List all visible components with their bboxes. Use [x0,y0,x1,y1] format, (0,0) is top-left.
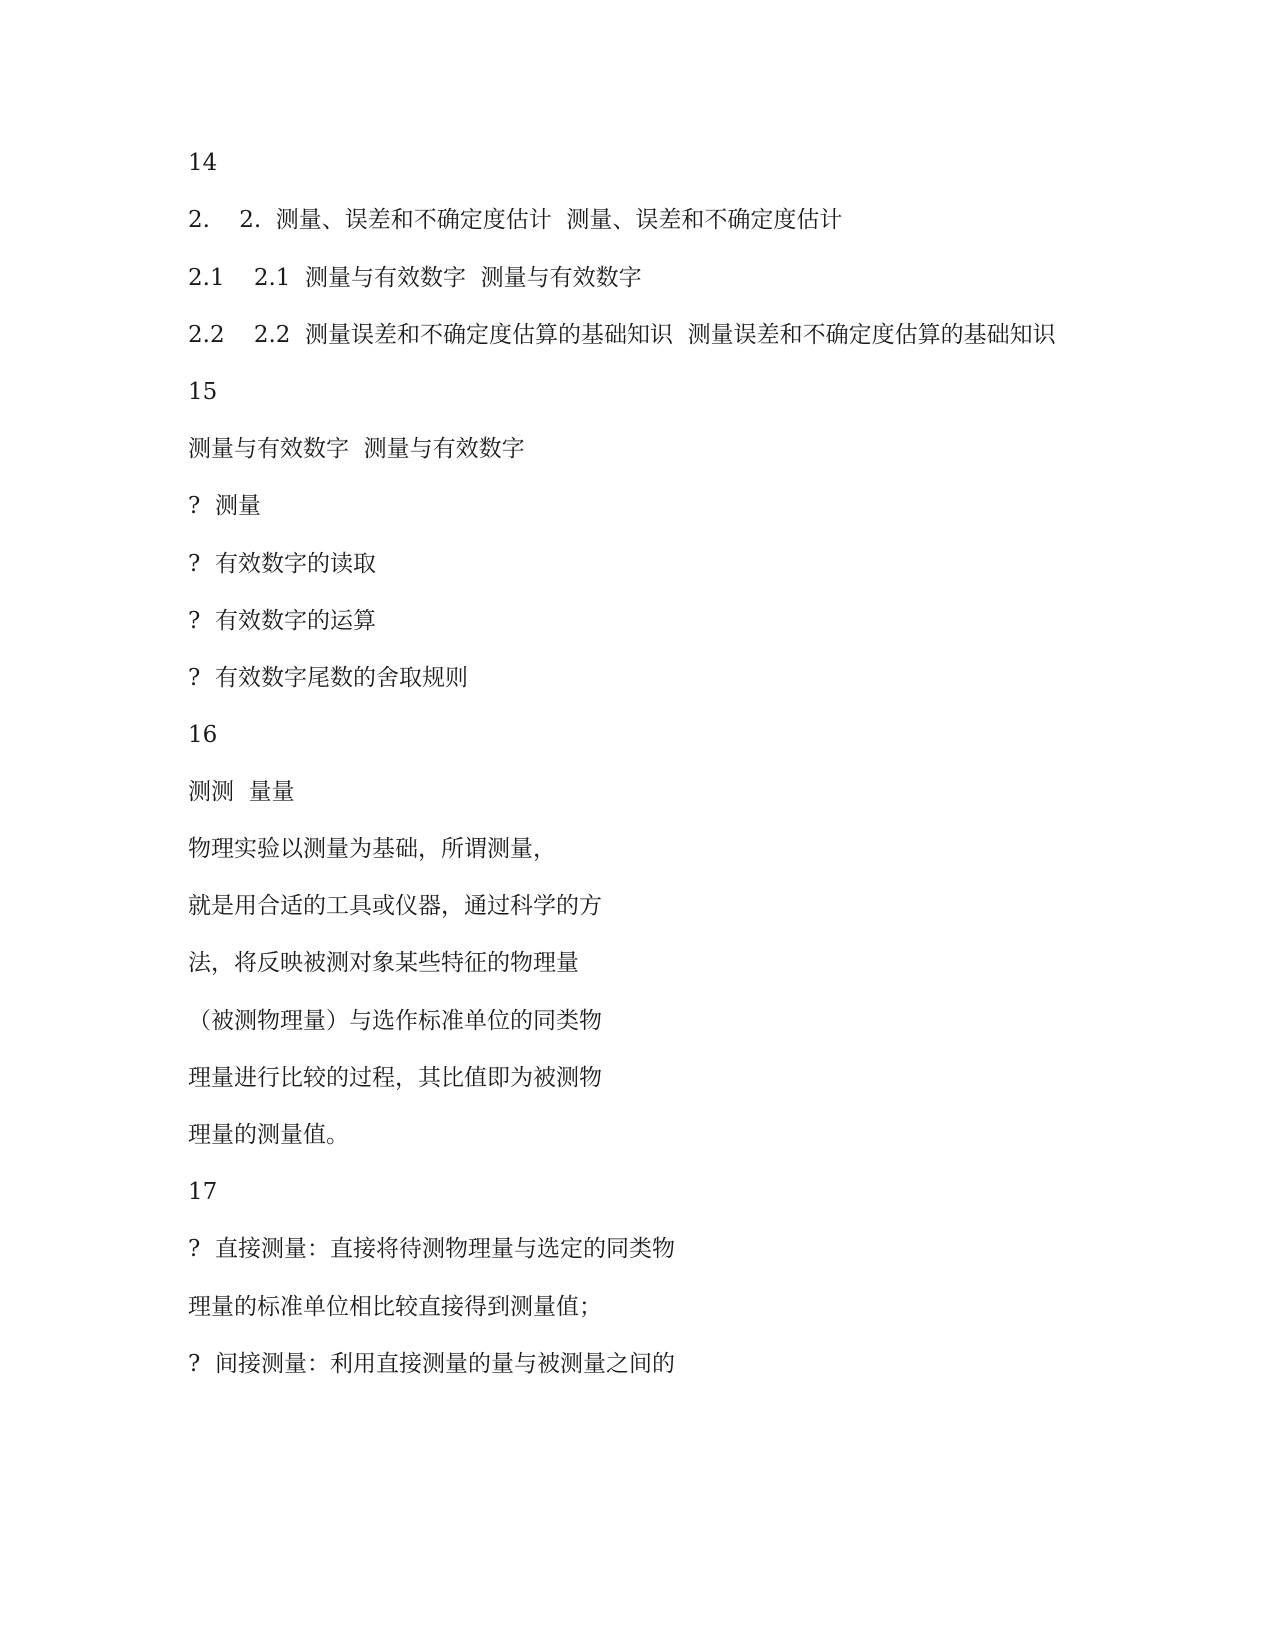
paragraph-line: 理量的标准单位相比较直接得到测量值； [188,1294,602,1320]
page-number-17: 17 [188,1179,218,1205]
section-heading: 测量与有效数字 测量与有效数字 [188,436,525,462]
bullet-item: ? 间接测量：利用直接测量的量与被测量之间的 [188,1351,675,1377]
paragraph-line: 理量的测量值。 [188,1122,349,1148]
paragraph-line: 法，将反映被测对象某些特征的物理量 [188,950,579,976]
bullet-item: ? 有效数字的运算 [188,608,376,634]
page-number-16: 16 [188,722,218,748]
toc-entry-2: 2. 2. 测量、误差和不确定度估计 测量、误差和不确定度估计 [188,207,843,233]
page-number-15: 15 [188,379,218,405]
toc-entry-2-1: 2.1 2.1 测量与有效数字 测量与有效数字 [188,265,642,291]
page-number-14: 14 [188,150,218,176]
bullet-item: ? 有效数字的读取 [188,551,376,577]
paragraph-line: 就是用合适的工具或仪器，通过科学的方 [188,893,602,919]
paragraph-line: 理量进行比较的过程，其比值即为被测物 [188,1065,602,1091]
bullet-item: ? 直接测量：直接将待测物理量与选定的同类物 [188,1236,675,1262]
paragraph-line: （被测物理量）与选作标准单位的同类物 [188,1008,602,1034]
slide-title: 测测 量量 [188,779,295,805]
bullet-item: ? 测量 [188,493,261,519]
paragraph-line: 物理实验以测量为基础，所谓测量， [188,836,556,862]
toc-entry-2-2: 2.2 2.2 测量误差和不确定度估算的基础知识 测量误差和不确定度估算的基础知识 [188,322,1056,348]
bullet-item: ? 有效数字尾数的舍取规则 [188,665,468,691]
